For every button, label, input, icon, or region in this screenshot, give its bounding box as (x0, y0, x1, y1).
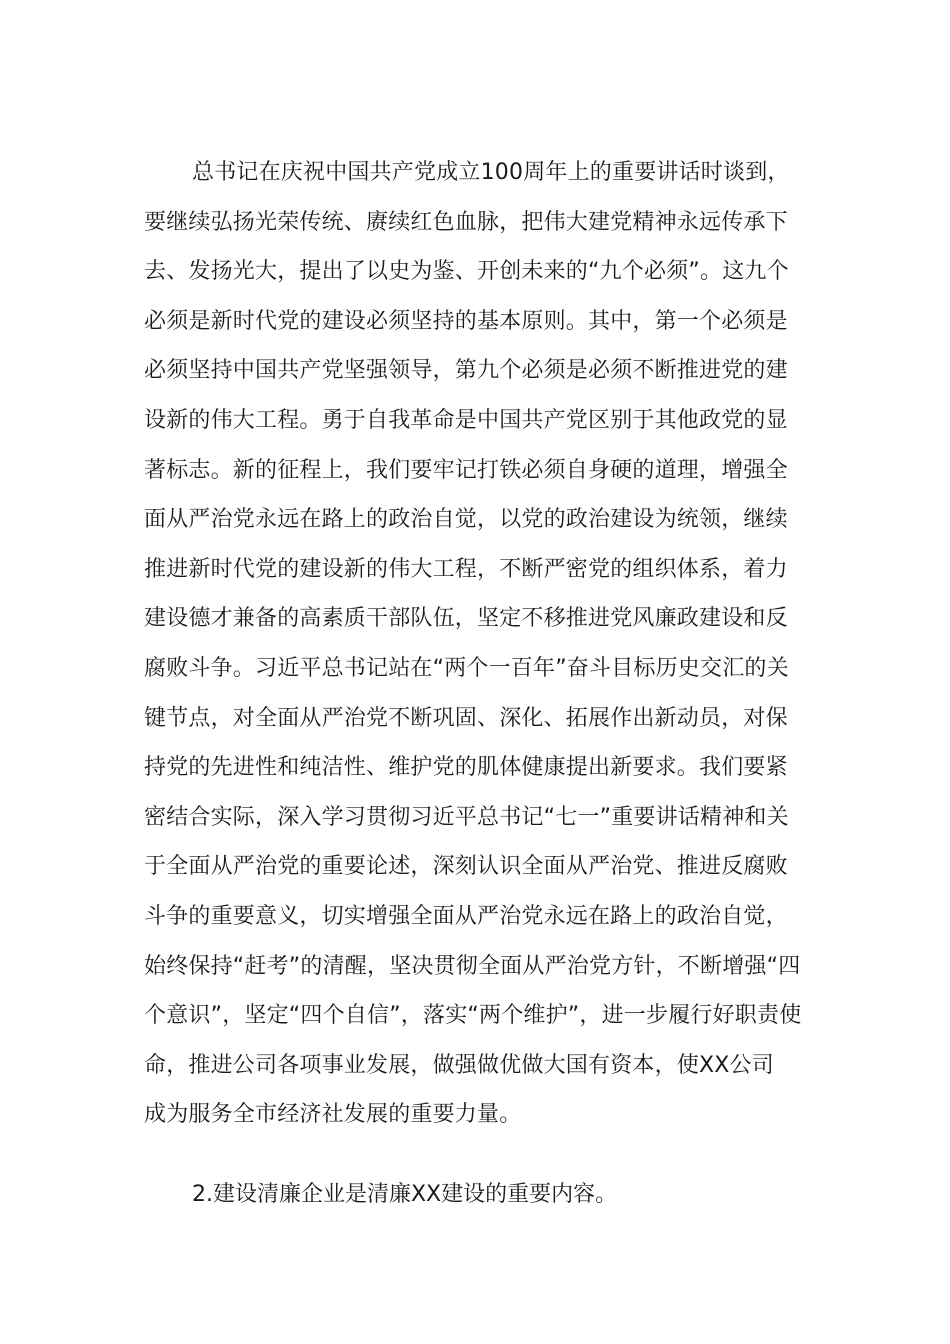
paragraph-line: 面从严治党永远在路上的政治自觉，以党的政治建设为统领，继续 (144, 507, 788, 533)
section-heading: 2.建设清廉企业是清廉XX建设的重要内容。 (192, 1182, 618, 1207)
paragraph-line: 必须坚持中国共产党坚强领导，第九个必须是必须不断推进党的建 (144, 358, 788, 384)
paragraph-line: 设新的伟大工程。勇于自我革命是中国共产党区别于其他政党的显 (144, 407, 788, 433)
paragraph-line: 于全面从严治党的重要论述，深刻认识全面从严治党、推进反腐败 (144, 854, 788, 880)
paragraph-line: 持党的先进性和纯洁性、维护党的肌体健康提出新要求。我们要紧 (144, 755, 788, 781)
paragraph-line: 始终保持“赶考”的清醒，坚决贯彻全面从严治党方针，不断增强“四 (144, 953, 801, 979)
paragraph-line: 著标志。新的征程上，我们要牢记打铁必须自身硬的道理，增强全 (144, 457, 788, 483)
paragraph-line: 个意识”，坚定“四个自信”，落实“两个维护”，进一步履行好职责使 (144, 1003, 802, 1029)
paragraph-line: 总书记在庆祝中国共产党成立100周年上的重要讲话时谈到， (192, 160, 790, 185)
paragraph-line: 去、发扬光大，提出了以史为鉴、开创未来的“九个必须”。这九个 (144, 259, 789, 285)
body-paragraph (144, 152, 804, 1144)
paragraph-line: 要继续弘扬光荣传统、赓续红色血脉，把伟大建党精神永远传承下 (144, 209, 788, 235)
paragraph-line: 命，推进公司各项事业发展，做强做优做大国有资本，使XX公司 (144, 1052, 774, 1078)
paragraph-line: 键节点，对全面从严治党不断巩固、深化、拓展作出新动员，对保 (144, 705, 788, 731)
paragraph-line: 成为服务全市经济社发展的重要力量。 (144, 1102, 522, 1128)
paragraph-line: 腐败斗争。习近平总书记站在“两个一百年”奋斗目标历史交汇的关 (144, 655, 789, 681)
paragraph-line: 建设德才兼备的高素质干部队伍，坚定不移推进党风廉政建设和反 (144, 606, 788, 632)
paragraph-line: 推进新时代党的建设新的伟大工程，不断严密党的组织体系，着力 (144, 556, 788, 582)
paragraph-line: 斗争的重要意义，切实增强全面从严治党永远在路上的政治自觉， (144, 903, 788, 929)
paragraph-line: 密结合实际，深入学习贯彻习近平总书记“七一”重要讲话精神和关 (144, 804, 789, 830)
paragraph-line: 必须是新时代党的建设必须坚持的基本原则。其中，第一个必须是 (144, 308, 788, 334)
